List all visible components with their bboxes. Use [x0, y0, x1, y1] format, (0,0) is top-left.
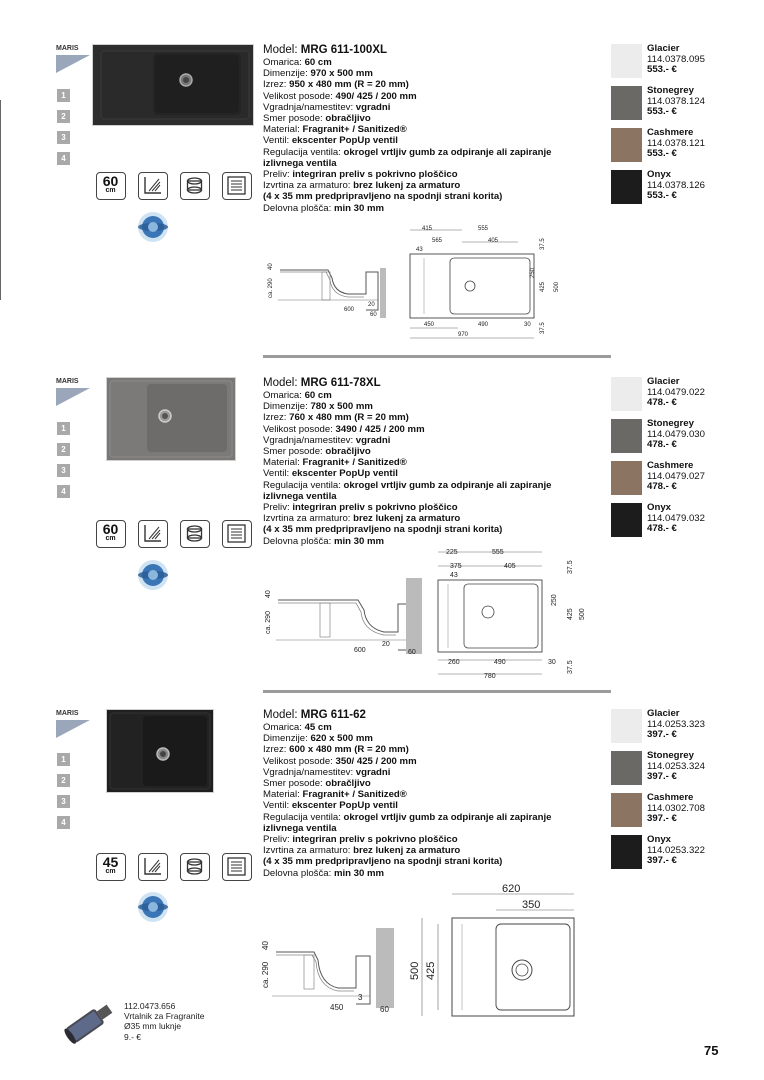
- color-code: 114.0378.126: [647, 179, 705, 191]
- spec-value: okrogel vrtljiv gumb za odpiranje ali zapiranje: [343, 811, 552, 823]
- spec-value: obračljivo: [325, 113, 371, 125]
- spec-label: Izrez:: [263, 79, 287, 91]
- spec-value: ekscenter PopUp ventil: [291, 468, 398, 480]
- dim-label: 40: [265, 590, 272, 598]
- dim-label: 425: [567, 608, 574, 620]
- dim-label: 970: [458, 332, 469, 338]
- spec-label: Delovna plošča:: [263, 867, 332, 879]
- spec-line: [263, 756, 593, 767]
- color-name: Onyx: [647, 834, 671, 845]
- dim-label: 490: [478, 322, 489, 328]
- dim-label: 43: [416, 247, 423, 253]
- color-name: Cashmere: [647, 460, 694, 471]
- spec-value: izlivnega ventila: [263, 157, 337, 169]
- spec-line: [263, 845, 593, 856]
- step-1: 1: [57, 89, 70, 102]
- color-price: 478.- €: [647, 439, 677, 450]
- spec-value: Fragranit+ / Sanitized®: [302, 457, 407, 469]
- color-code: 114.0302.708: [647, 802, 705, 814]
- color-chip: [611, 751, 642, 785]
- accessory-code: 112.0473.656: [124, 1001, 176, 1011]
- spec-value: 60 cm: [304, 390, 332, 401]
- color-name: Glacier: [647, 708, 680, 719]
- cabinet-size-value: 45: [102, 854, 119, 870]
- color-code: 114.0479.022: [647, 386, 705, 398]
- spec-line: [263, 767, 593, 778]
- color-price: 397.- €: [647, 771, 677, 782]
- spec-line: [263, 800, 593, 811]
- spec-line: [263, 834, 593, 845]
- spec-label: Velikost posode:: [263, 755, 333, 767]
- dim-label: ca. 290: [265, 611, 272, 634]
- accessory-price: 9.- €: [124, 1031, 142, 1042]
- step-4: 4: [57, 816, 70, 829]
- spec-label: Izrez:: [263, 412, 287, 424]
- dim-label: 250: [551, 594, 558, 606]
- color-price: 478.- €: [647, 523, 677, 534]
- step-2: 2: [57, 774, 70, 787]
- dim-label: 40: [268, 263, 274, 270]
- spec-line: [263, 722, 593, 733]
- swatch-stonegrey[interactable]: [611, 751, 751, 789]
- step-3: 3: [57, 131, 70, 144]
- dim-label: 225: [446, 549, 458, 556]
- spec-value: 760 x 480 mm (R = 20 mm): [289, 412, 409, 424]
- model-label: Model:: [263, 44, 298, 56]
- dim-label: 20: [382, 641, 390, 648]
- spec-value: 600 x 480 mm (R = 20 mm): [289, 744, 409, 756]
- dim-label: 375: [450, 563, 462, 570]
- dim-label: 37.5: [567, 660, 574, 674]
- step-2: 2: [57, 110, 70, 123]
- color-code: 114.0378.095: [647, 53, 705, 65]
- cabinet-size-unit: cm: [105, 187, 116, 194]
- accessory-info: [124, 1001, 204, 1042]
- spec-value: integriran preliv s pokrivno ploščico: [292, 169, 458, 181]
- model-label: Model:: [263, 709, 298, 721]
- spec-value: (4 x 35 mm predpripravljeno na spodnji strani korita): [263, 524, 503, 536]
- drainer-icon: [138, 853, 168, 881]
- spec-value: 490/ 425 / 200 mm: [335, 90, 417, 102]
- model-name: MRG 611-62: [300, 709, 366, 721]
- dim-label: 37.5: [567, 560, 574, 574]
- color-code: 114.0253.323: [647, 718, 705, 730]
- spec-label: Vgradnja/namestitev:: [263, 766, 354, 778]
- dim-label: 780: [484, 673, 496, 680]
- color-code: 114.0253.324: [647, 760, 705, 772]
- spec-label: Vgradnja/namestitev:: [263, 434, 354, 446]
- spec-label: Izvrtina za armaturo:: [263, 513, 351, 525]
- cabinet-size-value: 60: [102, 173, 119, 189]
- cabinet-size-icon: [96, 853, 126, 881]
- dim-label: 450: [330, 1003, 344, 1012]
- spec-line: [263, 823, 593, 834]
- spec-line: [263, 778, 593, 789]
- top-view-drawing: [404, 880, 584, 1020]
- spec-value: integriran preliv s pokrivno ploščico: [292, 502, 458, 514]
- spec-label: Omarica:: [263, 390, 302, 401]
- dim-label: 43: [450, 572, 458, 579]
- color-price: 478.- €: [647, 397, 677, 408]
- spec-value: Fragranit+ / Sanitized®: [302, 124, 407, 136]
- step-3: 3: [57, 464, 70, 477]
- dim-label: 60: [370, 312, 377, 318]
- sanitized-badge-icon: [136, 890, 170, 924]
- step-3: 3: [57, 795, 70, 808]
- color-name: Glacier: [647, 43, 680, 54]
- spec-value: ekscenter PopUp ventil: [291, 135, 398, 147]
- dim-label: 260: [448, 659, 460, 666]
- color-name: Onyx: [647, 502, 671, 513]
- spec-label: Smer posode:: [263, 446, 323, 458]
- dim-label: 500: [409, 961, 421, 980]
- spec-label: Smer posode:: [263, 113, 323, 125]
- spec-label: Izvrtina za armaturo:: [263, 845, 351, 857]
- step-4: 4: [57, 485, 70, 498]
- dim-label: 415: [422, 226, 433, 232]
- spec-value: 620 x 500 mm: [310, 733, 373, 745]
- dim-label: 600: [354, 647, 366, 654]
- spec-value: 350/ 425 / 200 mm: [335, 755, 417, 767]
- spec-value: min 30 mm: [333, 202, 385, 214]
- spec-value: brez lukenj za armaturo: [353, 845, 461, 857]
- color-price: 553.- €: [647, 106, 677, 117]
- color-code: 114.0378.124: [647, 95, 705, 107]
- spec-label: Omarica:: [263, 57, 302, 68]
- color-name: Onyx: [647, 169, 671, 180]
- spec-label: Ventil:: [263, 468, 290, 480]
- color-name: Stonegrey: [647, 85, 694, 96]
- spec-value: 970 x 500 mm: [310, 68, 373, 80]
- dim-label: 500: [554, 281, 560, 292]
- spec-value: (4 x 35 mm predpripravljeno na spodnji strani korita): [263, 191, 503, 203]
- spec-value: brez lukenj za armaturo: [353, 513, 461, 525]
- color-price: 397.- €: [647, 855, 677, 866]
- step-1: 1: [57, 753, 70, 766]
- spec-label: Material:: [263, 457, 300, 469]
- dish-icon: [180, 853, 210, 881]
- sink-photo-icon: [107, 710, 213, 792]
- color-code: 114.0378.121: [647, 137, 705, 149]
- spec-value: 950 x 480 mm (R = 20 mm): [289, 79, 409, 91]
- dim-label: 40: [261, 941, 270, 950]
- model-label: Model:: [263, 377, 298, 389]
- dim-label: 350: [522, 899, 541, 911]
- spec-value: min 30 mm: [333, 867, 385, 879]
- dim-label: 60: [380, 1005, 389, 1014]
- cabinet-size-value: 60: [102, 521, 119, 537]
- model-line: [263, 709, 593, 722]
- color-name: Glacier: [647, 376, 680, 387]
- spec-label: Dimenzije:: [263, 401, 308, 413]
- brand-label: MARIS: [56, 710, 79, 717]
- spec-label: Delovna plošča:: [263, 535, 332, 547]
- spec-value: obračljivo: [325, 778, 371, 790]
- cabinet-size-unit: cm: [105, 868, 116, 875]
- spec-label: Preliv:: [263, 502, 290, 514]
- brand-triangle-icon: [56, 720, 92, 740]
- dim-label: 20: [368, 302, 375, 308]
- brand-label: MARIS: [56, 378, 79, 385]
- spec-value: izlivnega ventila: [263, 490, 337, 502]
- color-code: 114.0479.027: [647, 470, 705, 482]
- spec-value: brez lukenj za armaturo: [353, 180, 461, 192]
- spec-value: izlivnega ventila: [263, 822, 337, 834]
- dim-label: 30: [548, 659, 556, 666]
- step-4: 4: [57, 152, 70, 165]
- spec-value: (4 x 35 mm predpripravljeno na spodnji strani korita): [263, 856, 503, 868]
- dim-label: 3: [358, 993, 363, 1002]
- spec-label: Ventil:: [263, 800, 290, 812]
- spec-value: ekscenter PopUp ventil: [291, 800, 398, 812]
- drill-bit-icon: [58, 996, 120, 1050]
- spec-value: 45 cm: [304, 722, 332, 733]
- dim-label: 405: [504, 563, 516, 570]
- spec-label: Material:: [263, 789, 300, 801]
- spec-block: [263, 709, 593, 879]
- spec-value: vgradni: [355, 434, 391, 446]
- spec-label: Delovna plošča:: [263, 202, 332, 214]
- color-code: 114.0253.322: [647, 844, 705, 856]
- spec-label: Vgradnja/namestitev:: [263, 101, 354, 113]
- spec-label: Smer posode:: [263, 778, 323, 790]
- dim-label: 30: [524, 322, 531, 328]
- spec-line: [263, 744, 593, 755]
- swatch-cashmere[interactable]: [611, 793, 751, 831]
- spec-label: Material:: [263, 124, 300, 136]
- cabinet-size-unit: cm: [105, 535, 116, 542]
- side-section-drawing: [258, 928, 402, 1018]
- step-1: 1: [57, 422, 70, 435]
- spec-value: 3490 / 425 / 200 mm: [335, 423, 425, 435]
- dim-label: 425: [540, 281, 546, 292]
- spec-label: Regulacija ventila:: [263, 146, 341, 158]
- model-name: MRG 611-78XL: [300, 377, 381, 389]
- spec-line: [263, 789, 593, 800]
- accessory-name: Vrtalnik za Fragranite: [124, 1011, 205, 1022]
- color-name: Cashmere: [647, 792, 694, 803]
- spec-value: okrogel vrtljiv gumb za odpiranje ali zapiranje: [343, 146, 552, 158]
- dim-label: ca. 290: [261, 961, 270, 988]
- color-code: 114.0479.030: [647, 428, 705, 440]
- dim-label: 620: [502, 883, 521, 895]
- spec-label: Dimenzije:: [263, 68, 308, 80]
- spec-label: Omarica:: [263, 722, 302, 733]
- color-code: 114.0479.032: [647, 512, 705, 524]
- spec-line: [263, 733, 593, 744]
- dim-label: 500: [579, 608, 586, 620]
- swatch-onyx[interactable]: [611, 835, 751, 873]
- step-2: 2: [57, 443, 70, 456]
- dim-label: 565: [432, 238, 443, 244]
- color-price: 553.- €: [647, 148, 677, 159]
- dim-label: 490: [494, 659, 506, 666]
- spec-value: integriran preliv s pokrivno ploščico: [292, 834, 458, 846]
- spec-label: Preliv:: [263, 834, 290, 846]
- product-photo: [106, 709, 214, 793]
- color-name: Cashmere: [647, 127, 694, 138]
- color-name: Stonegrey: [647, 750, 694, 761]
- dim-label: 425: [425, 961, 437, 980]
- dim-label: 37.5: [540, 238, 546, 250]
- dim-label: 37.5: [540, 322, 546, 334]
- spec-line: [263, 868, 593, 879]
- dim-label: 250: [530, 267, 536, 278]
- dim-label: 60: [408, 649, 416, 656]
- spec-label: Izrez:: [263, 744, 287, 756]
- dishwasher-icon: [222, 853, 252, 881]
- accessory-desc: Ø35 mm luknje: [124, 1021, 182, 1032]
- spec-value: vgradni: [355, 766, 391, 778]
- spec-label: Ventil:: [263, 135, 290, 147]
- dim-label: 450: [424, 322, 435, 328]
- spec-value: 60 cm: [304, 57, 332, 68]
- dim-label: 555: [478, 226, 489, 232]
- spec-line: [263, 856, 593, 867]
- brand-label: MARIS: [56, 45, 79, 52]
- color-chip: [611, 709, 642, 743]
- color-price: 397.- €: [647, 813, 677, 824]
- dim-label: 555: [492, 549, 504, 556]
- spec-value: vgradni: [355, 101, 391, 113]
- swatch-glacier[interactable]: [611, 709, 751, 747]
- color-name: Stonegrey: [647, 418, 694, 429]
- color-chip: [611, 835, 642, 869]
- spec-value: okrogel vrtljiv gumb za odpiranje ali zapiranje: [343, 479, 552, 491]
- color-price: 397.- €: [647, 729, 677, 740]
- spec-label: Regulacija ventila:: [263, 811, 341, 823]
- spec-value: 780 x 500 mm: [310, 401, 373, 413]
- model-name: MRG 611-100XL: [300, 44, 388, 56]
- spec-line: [263, 812, 593, 823]
- color-price: 553.- €: [647, 190, 677, 201]
- color-price: 478.- €: [647, 481, 677, 492]
- dim-label: ca. 290: [268, 278, 274, 298]
- spec-label: Velikost posode:: [263, 90, 333, 102]
- spec-value: min 30 mm: [333, 535, 385, 547]
- page-number: 75: [704, 1043, 719, 1058]
- spec-label: Dimenzije:: [263, 733, 308, 745]
- spec-value: obračljivo: [325, 446, 371, 458]
- spec-label: Regulacija ventila:: [263, 479, 341, 491]
- spec-label: Izvrtina za armaturo:: [263, 180, 351, 192]
- color-chip: [611, 793, 642, 827]
- color-price: 553.- €: [647, 64, 677, 75]
- spec-label: Preliv:: [263, 169, 290, 181]
- spec-value: Fragranit+ / Sanitized®: [302, 789, 407, 801]
- dim-label: 405: [488, 238, 499, 244]
- spec-label: Velikost posode:: [263, 423, 333, 435]
- dim-label: 600: [344, 307, 355, 313]
